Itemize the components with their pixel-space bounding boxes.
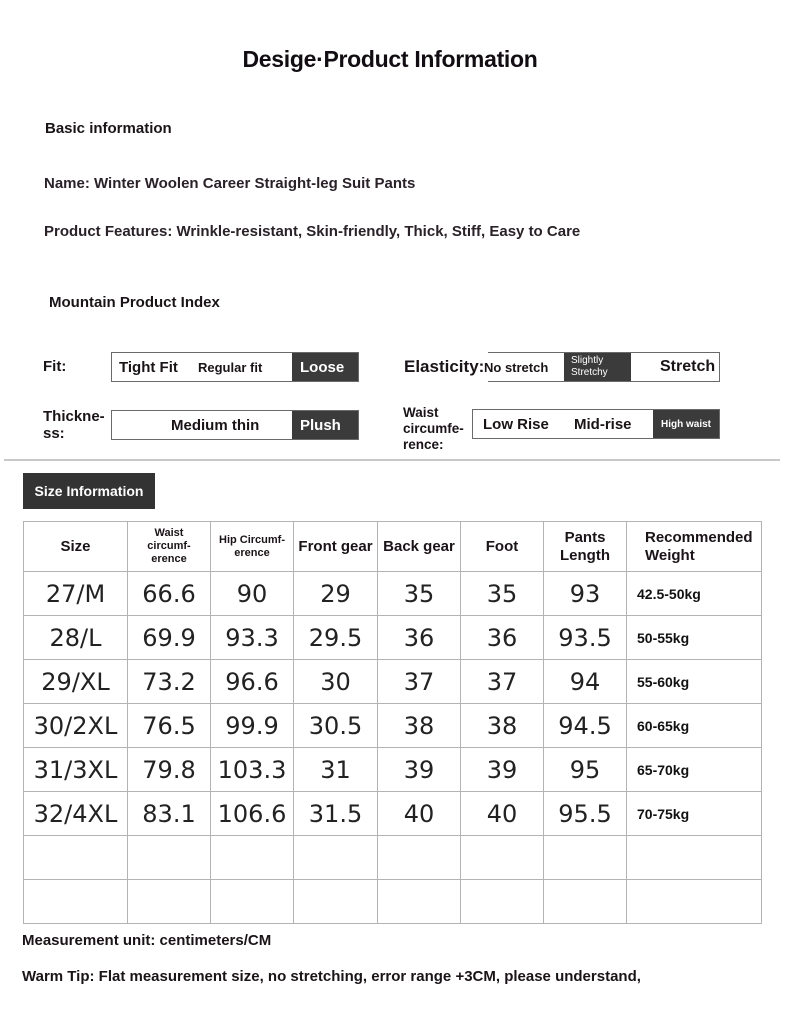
table-row [24, 748, 762, 792]
cell-weight: 70-75kg [627, 792, 762, 836]
cell-back-gear: 38 [378, 704, 461, 748]
cell-weight: 60-65kg [627, 704, 762, 748]
cell-hip: 103.3 [211, 748, 294, 792]
cell-front-gear: 29 [294, 572, 378, 616]
section-divider [4, 459, 780, 461]
cell-pants-length: 94.5 [544, 704, 627, 748]
cell-front-gear: 30.5 [294, 704, 378, 748]
cell-front-gear: 31.5 [294, 792, 378, 836]
header-recommended-weight: Recommended Weight [627, 522, 762, 572]
product-features: Product Features: Wrinkle-resistant, Skin-friendly, Thick, Stiff, Easy to Care [44, 223, 581, 240]
table-row [24, 572, 762, 616]
cell-foot: 37 [461, 660, 544, 704]
header-size: Size [24, 522, 128, 572]
cell-hip: 96.6 [211, 660, 294, 704]
cell-foot: 40 [461, 792, 544, 836]
cell-pants-length: 93 [544, 572, 627, 616]
cell-waist: 73.2 [128, 660, 211, 704]
cell-back-gear: 39 [378, 748, 461, 792]
fit-label: Fit: [43, 358, 67, 375]
elasticity-option-stretch: Stretch [660, 358, 716, 375]
cell-foot: 36 [461, 616, 544, 660]
waist-option-high-selected: High waist [653, 410, 719, 438]
fit-option-regular: Regular fit [198, 359, 263, 375]
elasticity-option-no-stretch: No stretch [484, 359, 549, 375]
cell-pants-length: 93.5 [544, 616, 627, 660]
cell-hip: 99.9 [211, 704, 294, 748]
page-title: Desige·Product Information [242, 46, 538, 72]
header-front-gear: Front gear [294, 522, 378, 572]
measurement-unit-note: Measurement unit: centimeters/CM [22, 932, 272, 949]
header-hip: Hip Circumf-erence [211, 522, 294, 572]
header-foot: Foot [461, 522, 544, 572]
cell-foot: 39 [461, 748, 544, 792]
elasticity-label: Elasticity: [404, 357, 485, 376]
cell-weight: 65-70kg [627, 748, 762, 792]
thickness-scale [111, 410, 359, 440]
cell-size: 29/XL [24, 660, 128, 704]
fit-option-tight: Tight Fit [119, 358, 178, 376]
cell-waist: 79.8 [128, 748, 211, 792]
header-pants-length: Pants Length [544, 522, 627, 572]
table-header-row [24, 522, 762, 572]
product-index-heading: Mountain Product Index [49, 294, 220, 311]
cell-size: 31/3XL [24, 748, 128, 792]
fit-scale [111, 352, 359, 382]
size-information-tag: Size Information [23, 473, 155, 509]
basic-info-heading: Basic information [45, 120, 172, 137]
thickness-option-plush-selected: Plush [292, 411, 358, 439]
cell-foot: 35 [461, 572, 544, 616]
table-row [24, 616, 762, 660]
thickness-label: Thickne-ss: [43, 408, 105, 442]
cell-weight: 55-60kg [627, 660, 762, 704]
cell-back-gear: 37 [378, 660, 461, 704]
cell-size: 27/M [24, 572, 128, 616]
cell-back-gear: 35 [378, 572, 461, 616]
cell-hip: 93.3 [211, 616, 294, 660]
cell-waist: 76.5 [128, 704, 211, 748]
table-row-empty [24, 880, 762, 924]
thickness-option-medium-thin: Medium thin [171, 416, 260, 434]
fit-option-loose-selected: Loose [292, 353, 358, 381]
product-name: Name: Winter Woolen Career Straight-leg Suit Pants [44, 175, 416, 192]
cell-waist: 83.1 [128, 792, 211, 836]
cell-waist: 69.9 [128, 616, 211, 660]
cell-weight: 42.5-50kg [627, 572, 762, 616]
table-row [24, 660, 762, 704]
cell-size: 30/2XL [24, 704, 128, 748]
cell-pants-length: 95 [544, 748, 627, 792]
table-row [24, 792, 762, 836]
header-waist: Waist circumf-erence [128, 522, 211, 572]
table-row [24, 704, 762, 748]
cell-hip: 106.6 [211, 792, 294, 836]
warm-tip-note: Warm Tip: Flat measurement size, no stretching, error range +3CM, please understand, [22, 968, 641, 985]
waist-option-mid-rise: Mid-rise [574, 415, 632, 433]
elasticity-scale [484, 352, 720, 382]
waist-label: Waist circumfe-rence: [403, 405, 464, 452]
cell-weight: 50-55kg [627, 616, 762, 660]
table-row-empty [24, 836, 762, 880]
cell-pants-length: 94 [544, 660, 627, 704]
cell-size: 32/4XL [24, 792, 128, 836]
cell-back-gear: 40 [378, 792, 461, 836]
cell-foot: 38 [461, 704, 544, 748]
waist-option-low-rise: Low Rise [483, 415, 549, 433]
waist-scale [472, 409, 720, 439]
cell-waist: 66.6 [128, 572, 211, 616]
header-back-gear: Back gear [378, 522, 461, 572]
cell-back-gear: 36 [378, 616, 461, 660]
cell-hip: 90 [211, 572, 294, 616]
elasticity-option-slightly-selected: Slightly Stretchy [564, 353, 631, 381]
cell-front-gear: 31 [294, 748, 378, 792]
size-table [23, 521, 762, 924]
cell-front-gear: 29.5 [294, 616, 378, 660]
cell-front-gear: 30 [294, 660, 378, 704]
cell-pants-length: 95.5 [544, 792, 627, 836]
cell-size: 28/L [24, 616, 128, 660]
